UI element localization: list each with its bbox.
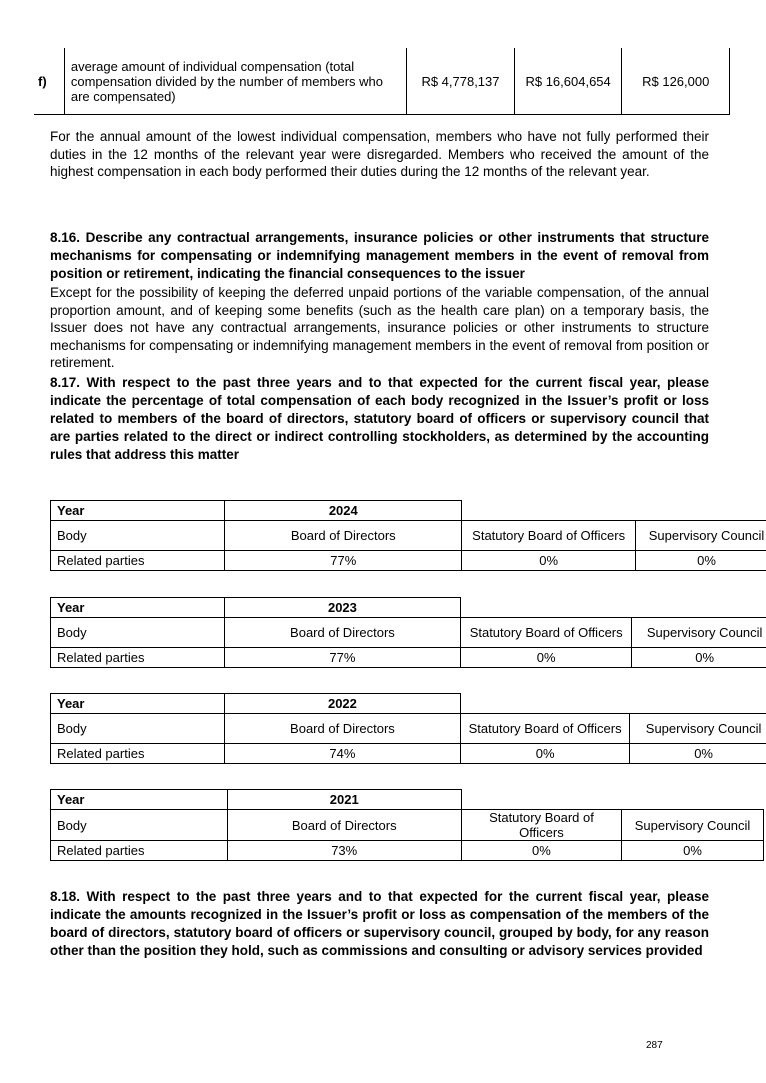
section-8-16-heading: 8.16. Describe any contractual arrangements, insurance policies or other instruments that structure mechanisms for compensating or indemnifying management members in the event of removal from position or retirement, indicating the financial consequences to the issuer <box>50 230 709 281</box>
board-value: 74% <box>224 744 460 764</box>
year-label: Year <box>51 598 225 618</box>
statutory-value: 0% <box>461 648 632 668</box>
note-paragraph: For the annual amount of the lowest individual compensation, members who have not fully performed their duties in the 12 months of the relevant year were disregarded. Members who received the amount of the highest compensation in each body performed their duties during the 12 months of the relevant year. <box>50 129 709 179</box>
related-parties-label: Related parties <box>51 551 225 571</box>
table-row <box>51 810 764 841</box>
board-value: 77% <box>225 551 462 571</box>
table-row <box>51 790 764 810</box>
section-8-17-heading: 8.17. With respect to the past three years and to that expected for the current fiscal year, please indicate the percentage of total compensation of each body recognized in the Issuer’s profit or loss related to members of the board of directors, statutory board of officers or supervisory council that are parties related to the direct or indirect controlling stockholders, as determined by the accounting rules that address this matter <box>50 375 709 462</box>
year-table-2023 <box>50 597 766 668</box>
year-table-2021 <box>50 789 764 861</box>
supervisory-value: 0% <box>632 648 766 668</box>
value-cell: R$ 126,000 <box>622 48 730 115</box>
year-label: Year <box>51 501 225 521</box>
section-8-18-heading: 8.18. With respect to the past three years and to that expected for the current fiscal year, please indicate the amounts recognized in the Issuer’s profit or loss as compensation of the members of the board of directors, statutory board of officers or supervisory council, grouped by body, for any reason other than the position they hold, such as commissions and consulting or advisory services provided <box>50 889 709 958</box>
table-row <box>51 841 764 861</box>
table-row <box>51 521 766 551</box>
supervisory-value: 0% <box>622 841 764 861</box>
supervisory-value: 0% <box>630 744 766 764</box>
year-label: Year <box>51 790 228 810</box>
statutory-header: Statutory Board of Officers <box>461 810 621 841</box>
year-value: 2022 <box>224 694 460 714</box>
body-label: Body <box>51 810 228 841</box>
table-row <box>51 618 766 648</box>
statutory-value: 0% <box>462 551 636 571</box>
board-value: 73% <box>227 841 461 861</box>
board-value: 77% <box>224 648 460 668</box>
related-parties-label: Related parties <box>51 744 225 764</box>
page-number: 287 <box>646 1040 663 1051</box>
statutory-value: 0% <box>461 744 630 764</box>
table-row <box>51 714 766 744</box>
statutory-value: 0% <box>461 841 621 861</box>
year-value: 2021 <box>227 790 461 810</box>
value-cell: R$ 16,604,654 <box>514 48 622 115</box>
supervisory-value: 0% <box>636 551 766 571</box>
related-parties-label: Related parties <box>51 841 228 861</box>
row-description: average amount of individual compensation (total compensation divided by the number of members who are compensated) <box>64 48 406 115</box>
board-header: Board of Directors <box>224 618 460 648</box>
table-row <box>51 648 766 668</box>
statutory-header: Statutory Board of Officers <box>461 714 630 744</box>
related-parties-label: Related parties <box>51 648 225 668</box>
year-value: 2023 <box>224 598 460 618</box>
board-header: Board of Directors <box>227 810 461 841</box>
year-table-2022 <box>50 693 766 764</box>
section-8-16-body: Except for the possibility of keeping the deferred unpaid portions of the variable compensation, of the annual proportion amount, and of keeping some benefits (such as the health care plan) on a temporary basis, the Issuer does not have any contractual arrangements, insurance policies or other instruments to structure mechanisms for compensating or indemnifying management members in the event of removal from position or retirement. <box>50 285 709 370</box>
supervisory-header: Supervisory Council <box>622 810 764 841</box>
table-row <box>51 694 766 714</box>
compensation-table-fragment <box>34 48 730 115</box>
board-header: Board of Directors <box>224 714 460 744</box>
body-label: Body <box>51 618 225 648</box>
year-value: 2024 <box>225 501 462 521</box>
table-row <box>51 744 766 764</box>
year-label: Year <box>51 694 225 714</box>
body-label: Body <box>51 521 225 551</box>
row-label: f) <box>34 48 64 115</box>
value-cell: R$ 4,778,137 <box>407 48 515 115</box>
supervisory-header: Supervisory Council <box>630 714 766 744</box>
statutory-header: Statutory Board of Officers <box>461 618 632 648</box>
supervisory-header: Supervisory Council <box>632 618 766 648</box>
table-row <box>51 598 766 618</box>
supervisory-header: Supervisory Council <box>636 521 766 551</box>
table-row <box>34 48 730 115</box>
statutory-header: Statutory Board of Officers <box>462 521 636 551</box>
body-label: Body <box>51 714 225 744</box>
table-row <box>51 551 766 571</box>
table-row <box>51 501 766 521</box>
board-header: Board of Directors <box>225 521 462 551</box>
year-table-2024 <box>50 500 766 571</box>
